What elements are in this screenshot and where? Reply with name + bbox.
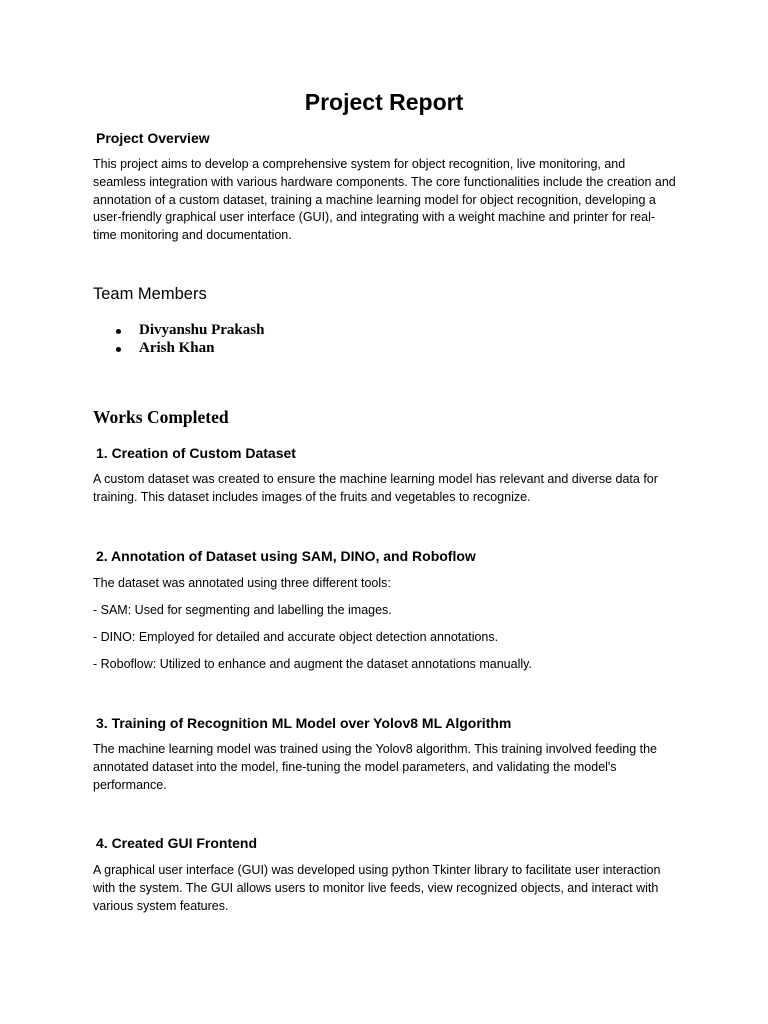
work-item-paragraph: The dataset was annotated using three different tools: — [93, 576, 391, 590]
project-overview-text: This project aims to develop a comprehensive system for object recognition, live monitoring, and seamless integration with various hardware components. The core functionalities include the creation and annotation of a custom dataset, training a machine learning model for object recognition, developing a user-friendly graphical user interface (GUI), and integrating with a weight machine and printer for real-time monitoring and documentation. — [93, 157, 676, 243]
work-item-paragraph: The machine learning model was trained using the Yolov8 algorithm. This training involved feeding the annotated dataset into the model, fine-tuning the model parameters, and validating the model's performance. — [93, 742, 658, 792]
section-heading-works-completed: Works Completed — [93, 407, 229, 427]
annotation-tool-roboflow: - Roboflow: Utilized to enhance and augment the dataset annotations manually. — [93, 657, 532, 671]
team-member-item: Arish Khan — [115, 340, 264, 358]
section-heading-team-members: Team Members — [93, 285, 207, 303]
work-item-heading: 2. Annotation of Dataset using SAM, DINO, and Roboflow — [96, 548, 476, 564]
work-item-paragraph: A custom dataset was created to ensure the machine learning model has relevant and diverse data for training. This dataset includes images of the fruits and vegetables to recognize. — [93, 472, 658, 504]
work-item-heading: 1. Creation of Custom Dataset — [96, 445, 296, 461]
annotation-tool-dino: - DINO: Employed for detailed and accurate object detection annotations. — [93, 630, 499, 644]
annotation-tool-sam: - SAM: Used for segmenting and labelling the images. — [93, 603, 392, 617]
team-member-list — [115, 322, 264, 357]
work-item-paragraph: A graphical user interface (GUI) was developed using python Tkinter library to facilitate user interaction with the system. The GUI allows users to monitor live feeds, view recognized objects, and interact with various system features. — [93, 863, 661, 913]
work-item-heading: 4. Created GUI Frontend — [96, 835, 258, 851]
team-member-item: Divyanshu Prakash — [115, 322, 264, 340]
section-heading-project-overview: Project Overview — [96, 130, 210, 146]
document-title: Project Report — [304, 89, 464, 115]
work-item-heading: 3. Training of Recognition ML Model over Yolov8 ML Algorithm — [96, 715, 512, 731]
